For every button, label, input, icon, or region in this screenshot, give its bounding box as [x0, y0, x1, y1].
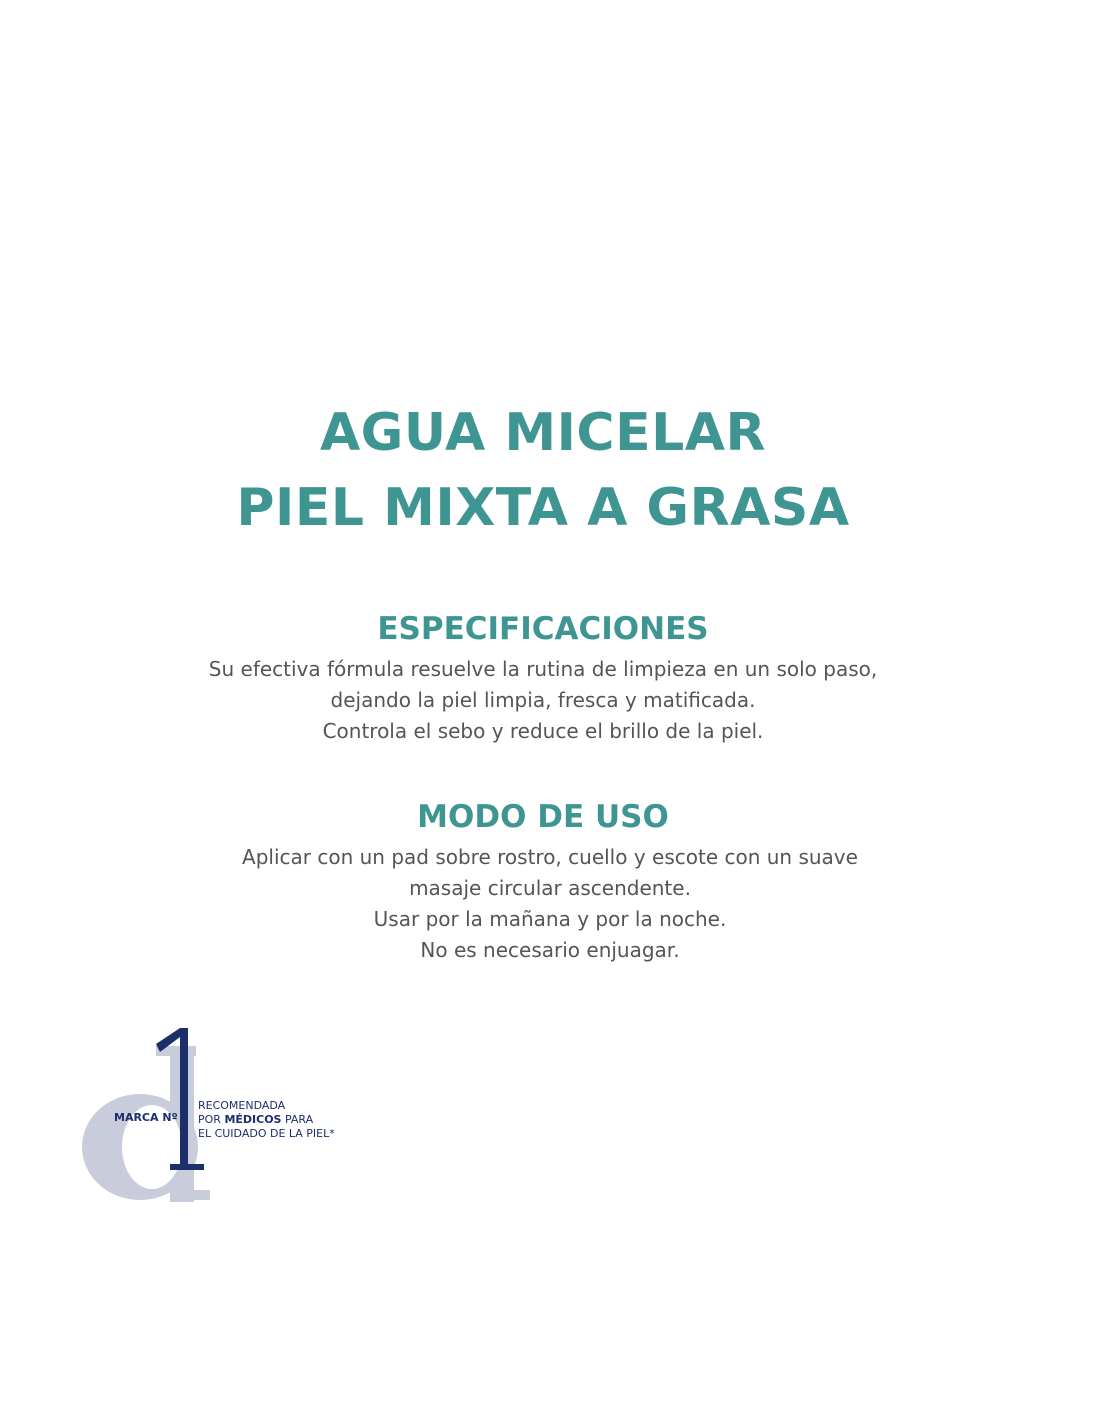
product-subtitle: PIEL MIXTA A GRASA: [236, 478, 850, 538]
specifications-line: Su efectiva fórmula resuelve la rutina de limpieza en un solo paso,: [208, 657, 878, 681]
badge-line-2-bold: MÉDICOS: [224, 1113, 282, 1126]
usage-line: Aplicar con un pad sobre rostro, cuello y escote con un suave: [242, 845, 858, 869]
specifications-heading: ESPECIFICACIONES: [377, 611, 709, 647]
usage-text: [0, 842, 1100, 966]
specifications-line: Controla el sebo y reduce el brillo de la piel.: [322, 719, 764, 743]
usage-line: No es necesario enjuagar.: [420, 938, 680, 962]
specifications-line: dejando la piel limpia, fresca y matificada.: [330, 688, 756, 712]
usage-line: Usar por la mañana y por la noche.: [373, 907, 727, 931]
usage-line: masaje circular ascendente.: [409, 876, 691, 900]
specifications-text: [0, 654, 1086, 747]
badge-marca-label: MARCA Nº: [114, 1111, 178, 1124]
usage-heading: MODO DE USO: [417, 799, 669, 835]
badge-line-2-suffix: PARA: [281, 1113, 314, 1126]
product-title: AGUA MICELAR: [319, 403, 767, 463]
badge-line-3: EL CUIDADO DE LA PIEL*: [198, 1127, 335, 1140]
badge-line-2-prefix: POR: [198, 1113, 225, 1126]
brand-badge: [80, 1022, 370, 1212]
badge-line-1: RECOMENDADA: [198, 1099, 286, 1112]
badge-line-2: [198, 1113, 335, 1127]
badge-recommendation-text: [198, 1099, 335, 1141]
